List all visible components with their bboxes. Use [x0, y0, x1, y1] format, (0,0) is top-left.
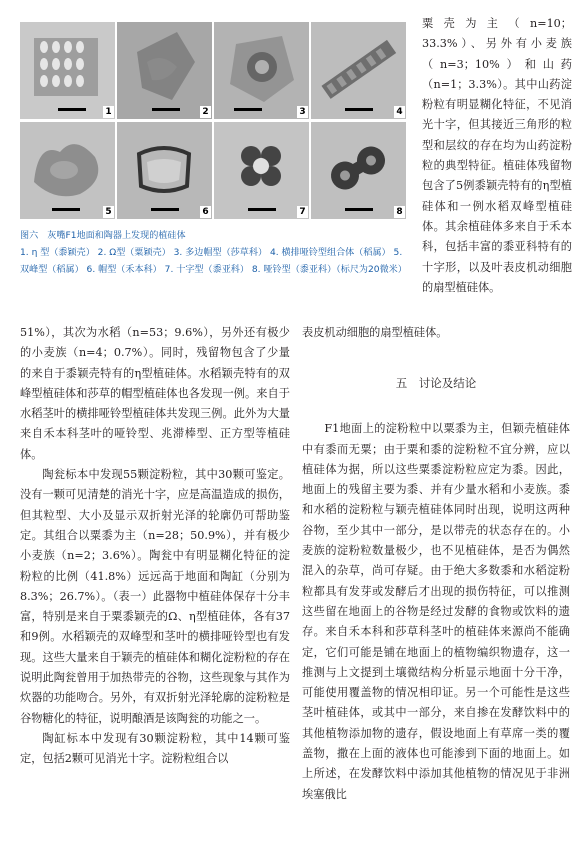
phytolith-eta-image	[20, 22, 115, 119]
phytolith-double-peak-image	[20, 122, 115, 219]
scale-bar	[58, 108, 86, 111]
figure-caption	[20, 228, 410, 279]
body-paragraph: 51%），其次为水稻（n=53；9.6%），另外还有极少的小麦族（n=4；0.7%）。同时，残留物包含了少量的来自于黍颖壳特有的η型植硅体。水稻颖壳特有的双峰型植硅体和莎草的帽型植硅体也各发现一例。来自于水稻茎叶的横排哑铃型植硅体共发现三例。此外为大量来自禾本科茎叶的哑铃型、兆滞棒型、正方型等植硅体。	[20, 326, 290, 461]
panel-number: 4	[394, 106, 405, 118]
phytolith-polygonal-hat-image	[214, 22, 309, 119]
right-column-top	[422, 14, 572, 298]
body-paragraph: 陶缸标本中发现有30颗淀粉粒，其中14颗可鉴定，包括2颗可见消光十字。淀粉粒组合以	[20, 731, 290, 766]
right-column	[302, 323, 570, 805]
scale-bar	[152, 108, 180, 111]
figure-panel	[117, 122, 212, 219]
panel-number: 2	[200, 106, 211, 118]
panel-number: 7	[297, 206, 308, 218]
figure-panel	[214, 122, 309, 219]
phytolith-cross-image	[214, 122, 309, 219]
scale-bar	[151, 208, 179, 211]
section-heading: 五 讨论及结论	[395, 376, 477, 391]
body-paragraph: 陶瓮标本中发现55颗淀粉粒，其中30颗可鉴定。没有一颗可见清楚的消光十字，应是高温造成的损伤，但其粒型、大小及显示双折射光泽的轮廓仍可帮助鉴定。其组合以粟黍为主（n=28；50.9%），并有极少小麦族（n=2；3.6%）。陶瓮中有明显糊化特征的淀粉粒的比例（41.8%）远远高于地面和陶缸（分别为8.3%；26.7%）。（表一）此器物中植硅体保存十分丰富，特别是来自于粟黍颖壳的Ω、η型植硅体，各有37和9例。水稻颖壳的双峰型和茎叶的横排哑铃型也有发现。这些大量来自于颖壳的植硅体和糊化淀粉粒的存在说明此陶瓮曾用于加热带壳的谷物，这些现象与其作为炊器的功能吻合。另外，有双折射光泽轮廓的淀粉粒是谷物糖化的特征，说明酿酒是该陶瓮的功能之一。	[20, 468, 290, 725]
figure-caption-body: 1. η 型（黍颖壳） 2. Ω型（粟颖壳） 3. 多边帽型（莎草科） 4. 横排哑铃型组合体（稻属） 5. 双峰型（稻属） 6. 帽型（禾本科） 7. 十字型（黍亚科） 8. 哑铃型（黍亚科）（标尺为20微米）	[20, 248, 407, 275]
figure-panel	[311, 22, 406, 119]
body-paragraph: 粟壳为主（n=10；33.3%）、另外有小麦族（n=3；10%）和山药（n=1；3.3%）。其中山药淀粉粒有明显糊化特征，不见消光十字，但其接近三角形的粒型和层纹的存在均为山药淀粉粒的典型特征。植硅体残留物包含了5例黍颖壳特有的η型植硅体和一例水稻双峰型植硅体。其余植硅体多来自于禾本科，包括丰富的黍亚科特有的十字形，以及叶表皮机动细胞的扇型植硅体。	[422, 17, 572, 294]
figure-caption-title: 图六 灰嘴F1地面和陶器上发现的植硅体	[20, 231, 186, 241]
panel-number: 1	[103, 106, 114, 118]
phytolith-dumbbell-image	[311, 122, 406, 219]
figure-panel	[311, 122, 406, 219]
body-paragraph: F1地面上的淀粉粒中以粟黍为主，但颖壳植硅体中有黍而无粟；由于粟和黍的淀粉粒不宜分辨，应以植硅体为据，所以这些粟黍淀粉粒应定为黍。因此，地面上的残留主要为黍、并有少量水稻和小麦族。黍和水稻的淀粉粒与颖壳植硅体同时出现，说明这两种谷物，至少其中一部分，是以带壳的状态存在的。小麦族的淀粉粒数量极少，也不见植硅体，是否为偶然混入的杂草，尚可存疑。由于绝大多数黍和水稻淀粉粒都具有发芽或发酵后才出现的损伤特征，可以推测这些留在地面上的谷物是经过发酵的食物或饮料的遗存。来自禾本科和莎草科茎叶的植硅体来源尚不能确定，它们可能是铺在地面上的植物编织物遗存，这一推测与上文提到土壤微结构分析显示地面十分干净，可能使用覆盖物的情况相印证。另一个可能性是这些茎叶植硅体，或其中一部分，来自掺在发酵饮料中的其他植物添加物的遗存，假设地面上有草席一类的覆盖物，撒在上面的液体也可能渗到下面的地面上。如上所述，在发酵饮料中添加其他植物的情况见于非洲埃塞俄比	[302, 422, 570, 801]
body-paragraph: 表皮机动细胞的扇型植硅体。	[302, 326, 448, 339]
scale-bar	[248, 208, 276, 211]
left-column	[20, 323, 290, 770]
panel-number: 3	[297, 106, 308, 118]
scale-bar	[52, 208, 80, 211]
scale-bar	[345, 108, 373, 111]
scale-bar	[345, 208, 373, 211]
figure-panel	[214, 22, 309, 119]
scale-bar	[234, 108, 262, 111]
figure-panel	[20, 22, 115, 119]
micrograph-figure	[20, 22, 404, 219]
phytolith-omega-image	[117, 22, 212, 119]
panel-number: 8	[394, 206, 405, 218]
figure-panel	[117, 22, 212, 119]
figure-panel	[20, 122, 115, 219]
phytolith-hat-image	[117, 122, 212, 219]
panel-number: 5	[103, 206, 114, 218]
panel-number: 6	[200, 206, 211, 218]
phytolith-dumbbell-row-image	[311, 22, 406, 119]
